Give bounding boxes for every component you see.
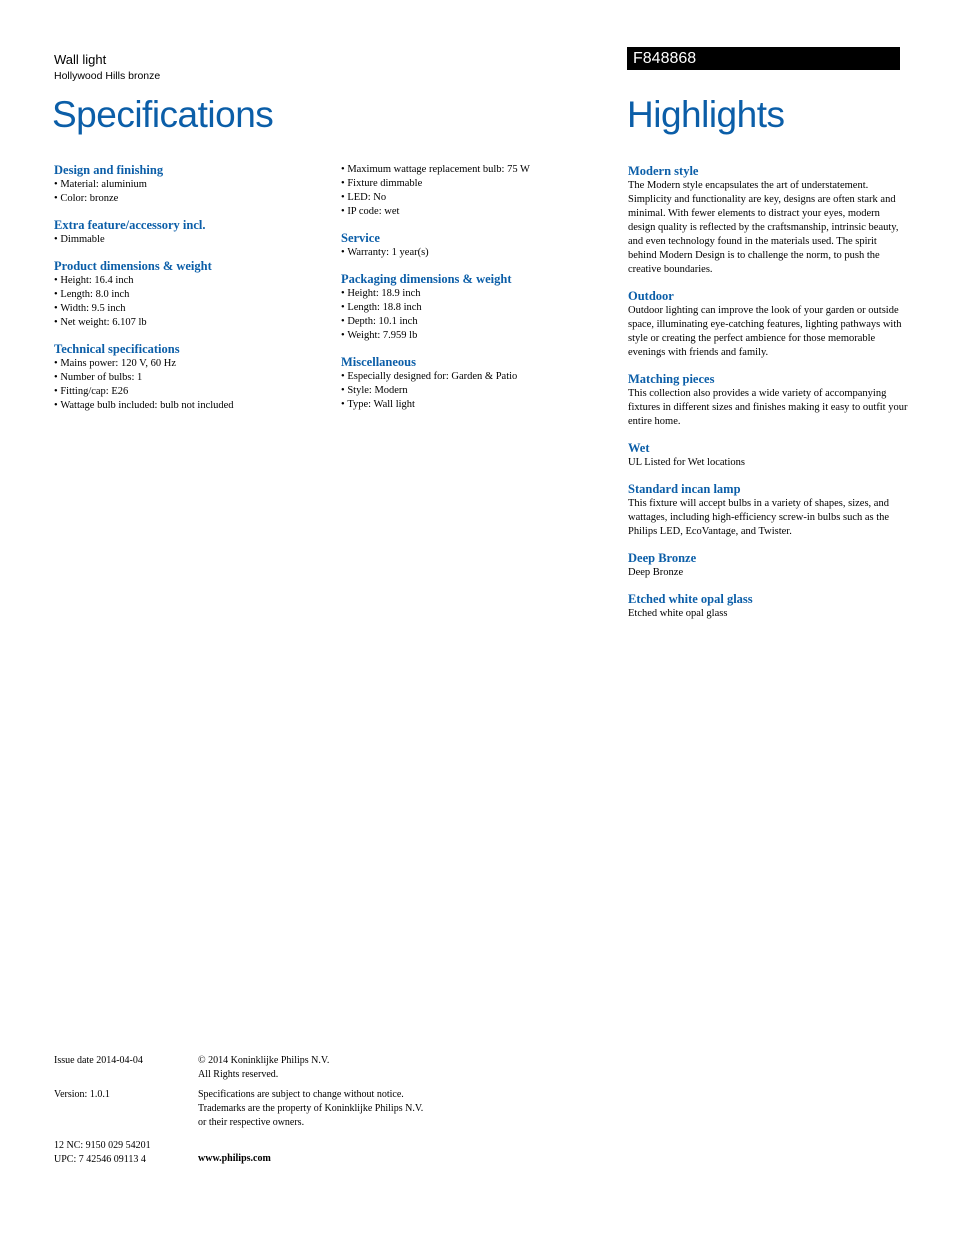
product-name: Wall light [54, 52, 107, 67]
spec-section-title: Product dimensions & weight [54, 259, 212, 273]
highlight-section [628, 164, 908, 277]
highlight-title: Etched white opal glass [628, 592, 753, 606]
spec-section-title: Miscellaneous [341, 355, 416, 369]
spec-item: • Style: Modern [341, 384, 611, 398]
highlight-title: Outdoor [628, 289, 674, 303]
highlight-section [628, 551, 908, 580]
product-codes [54, 1139, 151, 1167]
highlight-text: The Modern style encapsulates the art of understatement. Simplicity and functionality are key, designs are often stark and minimal. With fewer elements to distract your eyes, modern design quality is reflected by the craftsmanship, intrinsic beauty, and even technology found in the materials used. The spirit behind Modern Design is to challenge the norm, to push the creative boundaries. [628, 180, 899, 275]
version: Version: 1.0.1 [54, 1089, 110, 1100]
highlight-text: This collection also provides a wide variety of accompanying fixtures in different sizes and finishes making it easy to outfit your entire home. [628, 388, 908, 427]
disclaimer-line: or their respective owners. [198, 1117, 305, 1128]
spec-list [54, 178, 324, 206]
spec-section [54, 218, 324, 247]
spec-list [341, 370, 611, 412]
disclaimer-line: Specifications are subject to change without notice. [198, 1089, 404, 1100]
rights-line: All Rights reserved. [198, 1069, 279, 1080]
spec-list [341, 246, 611, 260]
spec-item: • Length: 18.8 inch [341, 301, 611, 315]
spec-item: • Net weight: 6.107 lb [54, 316, 324, 330]
highlight-section [628, 289, 908, 360]
spec-list [341, 287, 611, 343]
spec-section [341, 272, 611, 343]
highlight-section [628, 482, 908, 539]
highlight-title: Deep Bronze [628, 551, 697, 565]
spec-section-title: Technical specifications [54, 342, 180, 356]
issue-date: Issue date 2014-04-04 [54, 1055, 143, 1066]
spec-section [54, 342, 324, 413]
highlight-title: Wet [628, 441, 650, 455]
highlight-text: UL Listed for Wet locations [628, 457, 745, 468]
spec-section-title: Design and finishing [54, 163, 164, 177]
highlights-column [628, 164, 908, 633]
highlight-text: Deep Bronze [628, 567, 684, 578]
spec-item: • IP code: wet [341, 205, 611, 219]
spec-item: • Dimmable [54, 233, 324, 247]
spec-section-title: Packaging dimensions & weight [341, 272, 512, 286]
spec-item: • Material: aluminium [54, 178, 324, 192]
specifications-column-1 [54, 163, 324, 425]
spec-section [54, 163, 324, 206]
spec-item: • Length: 8.0 inch [54, 288, 324, 302]
highlight-text: This fixture will accept bulbs in a variety of shapes, sizes, and wattages, including high-efficiency screw-in bulbs such as the Philips LED, EcoVantage, and Twister. [628, 498, 890, 537]
spec-list [341, 163, 611, 219]
highlights-title: Highlights [627, 94, 785, 135]
spec-item: • Wattage bulb included: bulb not included [54, 399, 324, 413]
copyright [198, 1054, 498, 1082]
spec-list [54, 357, 324, 413]
highlight-section [628, 592, 908, 621]
specifications-column-2 [341, 163, 611, 424]
spec-item: • Type: Wall light [341, 398, 611, 412]
spec-item: • LED: No [341, 191, 611, 205]
spec-section-title: Extra feature/accessory incl. [54, 218, 206, 232]
spec-item: • Color: bronze [54, 192, 324, 206]
highlight-text: Etched white opal glass [628, 608, 728, 619]
spec-item: • Fixture dimmable [341, 177, 611, 191]
highlight-section [628, 441, 908, 470]
model-number-badge: F848868 [627, 47, 900, 70]
highlight-title: Modern style [628, 164, 699, 178]
spec-item: • Height: 16.4 inch [54, 274, 324, 288]
spec-item: • Fitting/cap: E26 [54, 385, 324, 399]
spec-section [341, 231, 611, 260]
specifications-title: Specifications [52, 94, 274, 135]
disclaimer [198, 1088, 498, 1130]
spec-section [341, 163, 611, 219]
highlight-section [628, 372, 908, 429]
spec-item: • Especially designed for: Garden & Patio [341, 370, 611, 384]
spec-item: • Depth: 10.1 inch [341, 315, 611, 329]
highlight-text: Outdoor lighting can improve the look of your garden or outside space, illuminating eye-catching features, lighting pathways with style or creating the perfect ambience for those memorable evenings with friends and family. [628, 305, 902, 358]
disclaimer-line: Trademarks are the property of Koninklijke Philips N.V. [198, 1103, 424, 1114]
highlight-title: Standard incan lamp [628, 482, 741, 496]
spec-item: • Number of bulbs: 1 [54, 371, 324, 385]
spec-item: • Warranty: 1 year(s) [341, 246, 611, 260]
spec-list [54, 233, 324, 247]
spec-list [54, 274, 324, 330]
spec-section-title: Service [341, 231, 380, 245]
upc-code: UPC: 7 42546 09113 4 [54, 1154, 146, 1165]
website-link[interactable]: www.philips.com [198, 1153, 271, 1164]
spec-item: • Mains power: 120 V, 60 Hz [54, 357, 324, 371]
nc-code: 12 NC: 9150 029 54201 [54, 1140, 151, 1151]
product-variant: Hollywood Hills bronze [54, 70, 161, 82]
spec-section [341, 355, 611, 412]
spec-item: • Width: 9.5 inch [54, 302, 324, 316]
highlight-title: Matching pieces [628, 372, 715, 386]
copyright-line: © 2014 Koninklijke Philips N.V. [198, 1055, 330, 1066]
spec-item: • Maximum wattage replacement bulb: 75 W [341, 163, 611, 177]
spec-section [54, 259, 324, 330]
spec-item: • Weight: 7.959 lb [341, 329, 611, 343]
spec-item: • Height: 18.9 inch [341, 287, 611, 301]
